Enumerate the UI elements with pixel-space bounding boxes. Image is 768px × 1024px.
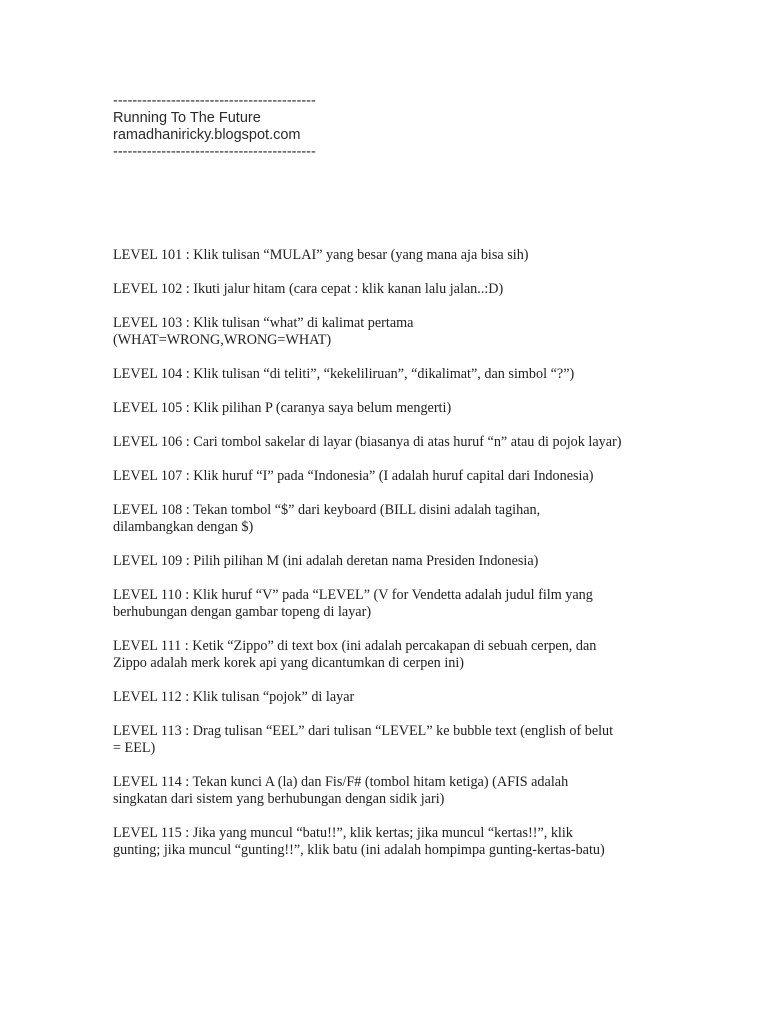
level-line: LEVEL 111 : Ketik “Zippo” di text box (ini adalah percakapan di sebuah cerpen, dan: [113, 638, 597, 654]
level-line: LEVEL 108 : Tekan tombol “$” dari keyboard (BILL disini adalah tagihan,: [113, 502, 541, 518]
level-line: = EEL): [113, 740, 156, 756]
level-entry-107: [113, 468, 663, 485]
level-entry-110: [113, 587, 663, 621]
level-line: LEVEL 115 : Jika yang muncul “batu!!”, klik kertas; jika muncul “kertas!!”, klik: [113, 825, 573, 841]
level-line: LEVEL 113 : Drag tulisan “EEL” dari tulisan “LEVEL” ke bubble text (english of belut: [113, 723, 614, 739]
level-line: LEVEL 104 : Klik tulisan “di teliti”, “kekeliliruan”, “dikalimat”, dan simbol “?”): [113, 366, 575, 382]
level-entry-102: [113, 281, 663, 298]
level-line: gunting; jika muncul “gunting!!”, klik batu (ini adalah hompimpa gunting-kertas-batu): [113, 842, 605, 858]
header-rule-bottom: ------------------------------------------: [113, 144, 316, 160]
level-entry-103: [113, 315, 663, 349]
level-line: LEVEL 110 : Klik huruf “V” pada “LEVEL” (V for Vendetta adalah judul film yang: [113, 587, 593, 603]
level-list: [113, 247, 663, 876]
header-rule-top: ------------------------------------------: [113, 93, 316, 109]
level-line: Zippo adalah merk korek api yang dicantumkan di cerpen ini): [113, 655, 465, 671]
level-line: dilambangkan dengan $): [113, 519, 254, 535]
level-entry-108: [113, 502, 663, 536]
level-line: LEVEL 107 : Klik huruf “I” pada “Indonesia” (I adalah huruf capital dari Indonesia): [113, 468, 594, 484]
level-entry-113: [113, 723, 663, 757]
level-entry-105: [113, 400, 663, 417]
level-entry-106: [113, 434, 663, 451]
level-line: LEVEL 105 : Klik pilihan P (caranya saya belum mengerti): [113, 400, 452, 416]
level-entry-115: [113, 825, 663, 859]
level-line: LEVEL 114 : Tekan kunci A (la) dan Fis/F# (tombol hitam ketiga) (AFIS adalah: [113, 774, 569, 790]
level-line: (WHAT=WRONG,WRONG=WHAT): [113, 332, 332, 348]
document-header: [113, 93, 673, 161]
level-line: LEVEL 106 : Cari tombol sakelar di layar (biasanya di atas huruf “n” atau di pojok layar): [113, 434, 622, 450]
level-entry-104: [113, 366, 663, 383]
level-entry-101: [113, 247, 663, 264]
header-blog-url: ramadhaniricky.blogspot.com: [113, 127, 301, 143]
level-line: berhubungan dengan gambar topeng di layar): [113, 604, 372, 620]
level-line: LEVEL 112 : Klik tulisan “pojok” di layar: [113, 689, 355, 705]
header-title: Running To The Future: [113, 110, 261, 126]
level-line: LEVEL 103 : Klik tulisan “what” di kalimat pertama: [113, 315, 414, 331]
level-line: singkatan dari sistem yang berhubungan dengan sidik jari): [113, 791, 445, 807]
level-entry-109: [113, 553, 663, 570]
level-line: LEVEL 102 : Ikuti jalur hitam (cara cepat : klik kanan lalu jalan..:D): [113, 281, 504, 297]
level-line: LEVEL 101 : Klik tulisan “MULAI” yang besar (yang mana aja bisa sih): [113, 247, 529, 263]
level-line: LEVEL 109 : Pilih pilihan M (ini adalah deretan nama Presiden Indonesia): [113, 553, 539, 569]
level-entry-114: [113, 774, 663, 808]
level-entry-111: [113, 638, 663, 672]
level-entry-112: [113, 689, 663, 706]
